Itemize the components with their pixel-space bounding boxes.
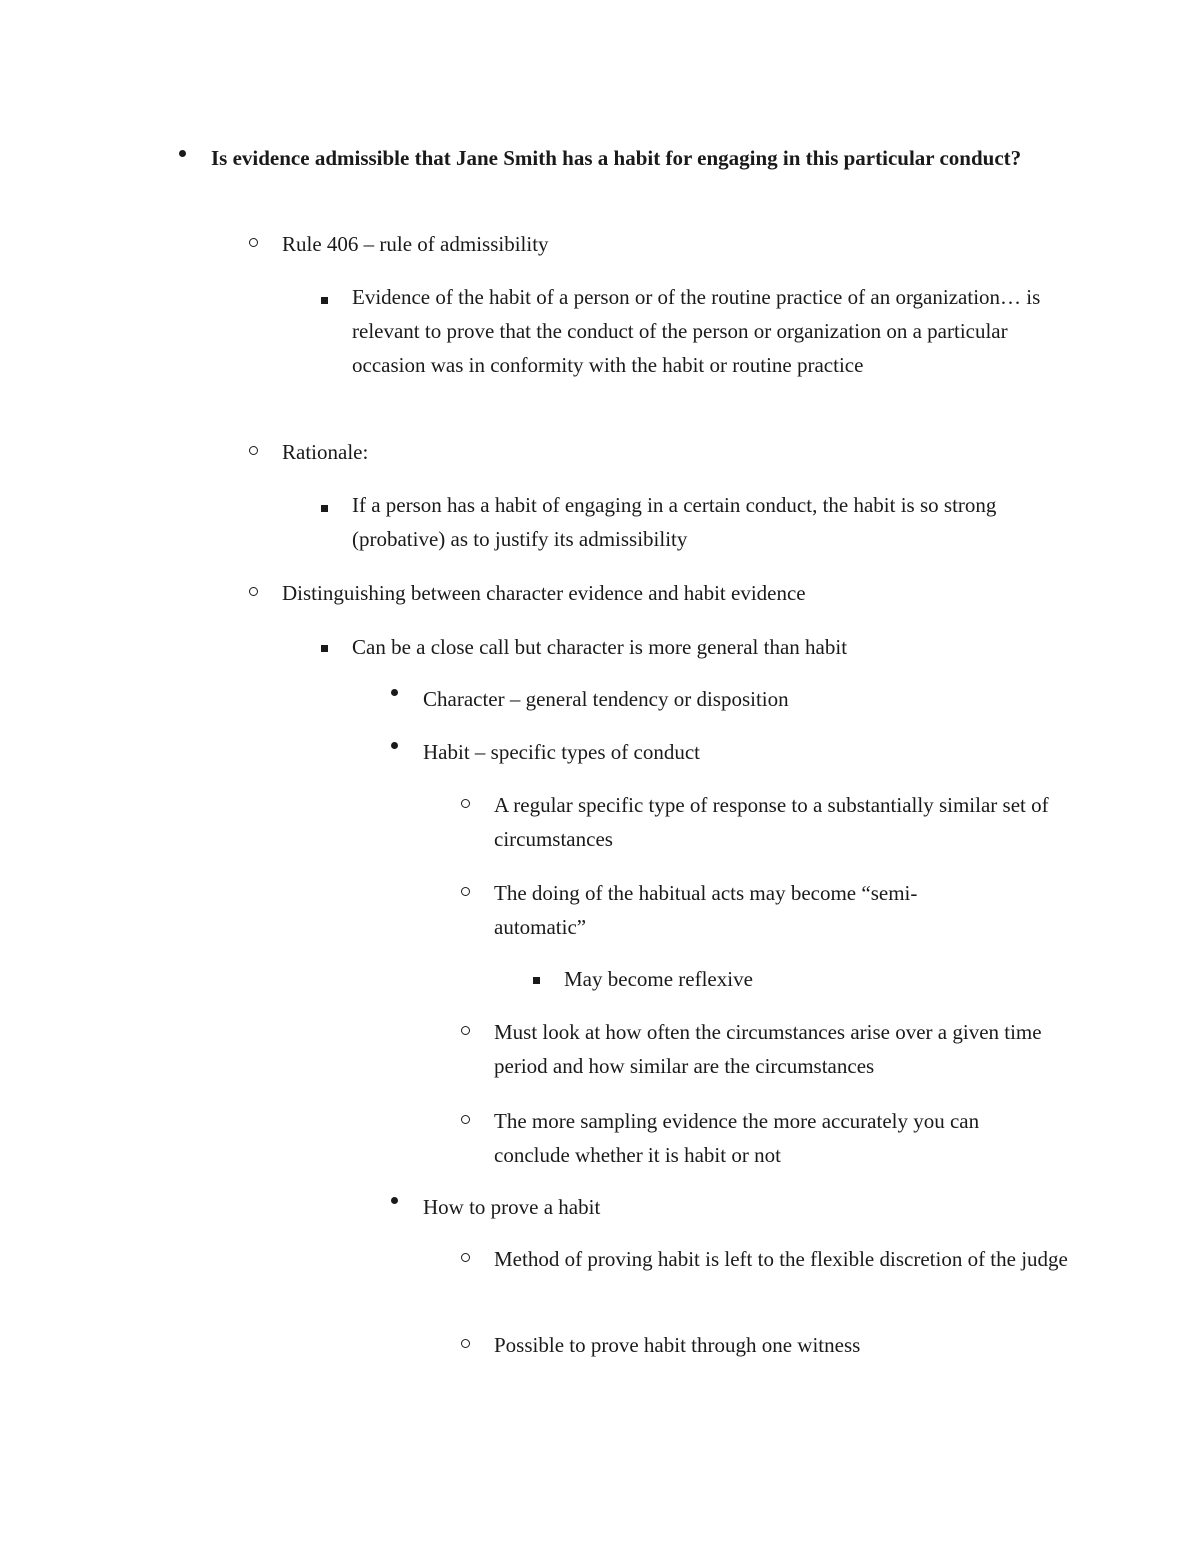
outline-text: Is evidence admissible that Jane Smith has a habit for engaging in this particular conduct?	[211, 146, 1022, 170]
outline-text: The doing of the habitual acts may become “semi-automatic”	[494, 881, 918, 939]
bullet-square-icon	[321, 297, 328, 304]
bullet-dot-icon	[391, 689, 398, 696]
outline-item-one-witness	[494, 1328, 1074, 1362]
bullet-circle-icon	[461, 1026, 470, 1035]
outline-item-rationale	[282, 435, 1082, 469]
bullet-circle-icon	[249, 446, 258, 455]
bullet-dot-icon	[179, 150, 186, 157]
outline-text: Possible to prove habit through one witness	[494, 1333, 861, 1357]
outline-item-question	[211, 141, 1041, 175]
outline-text: A regular specific type of response to a substantially similar set of circumstances	[494, 793, 1049, 851]
outline-text: Habit – specific types of conduct	[423, 740, 700, 764]
outline-item-how-often	[494, 1015, 1054, 1083]
outline-item-character	[423, 682, 1073, 716]
bullet-circle-icon	[249, 587, 258, 596]
outline-item-how-to-prove	[423, 1190, 1073, 1224]
outline-text: Rationale:	[282, 440, 369, 464]
outline-item-close-call	[352, 630, 1052, 664]
outline-text: How to prove a habit	[423, 1195, 601, 1219]
outline-text: Can be a close call but character is more general than habit	[352, 635, 848, 659]
outline-text: Character – general tendency or disposition	[423, 687, 789, 711]
outline-text: Method of proving habit is left to the flexible discretion of the judge	[494, 1247, 1068, 1271]
outline-item-sampling	[494, 1104, 1054, 1172]
outline-text: Rule 406 – rule of admissibility	[282, 232, 549, 256]
outline-text: Evidence of the habit of a person or of the routine practice of an organization… is relevant to prove that the conduct of the person or organization on a particular occasion was in conformity with the habit or routine practice	[352, 285, 1041, 377]
bullet-square-icon	[321, 645, 328, 652]
outline-item-habit	[423, 735, 1073, 769]
bullet-dot-icon	[391, 742, 398, 749]
bullet-circle-icon	[461, 887, 470, 896]
outline-item-method	[494, 1242, 1074, 1276]
outline-text: The more sampling evidence the more accurately you can conclude whether it is habit or not	[494, 1109, 980, 1167]
bullet-circle-icon	[461, 1115, 470, 1124]
bullet-square-icon	[321, 505, 328, 512]
outline-item-semi-automatic	[494, 876, 979, 944]
outline-text: May become reflexive	[564, 967, 753, 991]
bullet-circle-icon	[461, 1253, 470, 1262]
outline-item-rule-406	[282, 227, 1082, 261]
outline-item-reflexive	[564, 962, 1064, 996]
bullet-square-icon	[533, 977, 540, 984]
outline-item-distinguishing	[282, 576, 1082, 610]
outline-text: Must look at how often the circumstances arise over a given time period and how similar are the circumstances	[494, 1020, 1042, 1078]
bullet-dot-icon	[391, 1197, 398, 1204]
bullet-circle-icon	[461, 799, 470, 808]
bullet-circle-icon	[461, 1339, 470, 1348]
outline-item-rationale-text	[352, 488, 1042, 556]
bullet-circle-icon	[249, 238, 258, 247]
outline-item-regular-response	[494, 788, 1074, 856]
outline-item-rule-406-text	[352, 280, 1052, 382]
outline-text: If a person has a habit of engaging in a certain conduct, the habit is so strong (probative) as to justify its admissibility	[352, 493, 997, 551]
outline-text: Distinguishing between character evidence and habit evidence	[282, 581, 806, 605]
